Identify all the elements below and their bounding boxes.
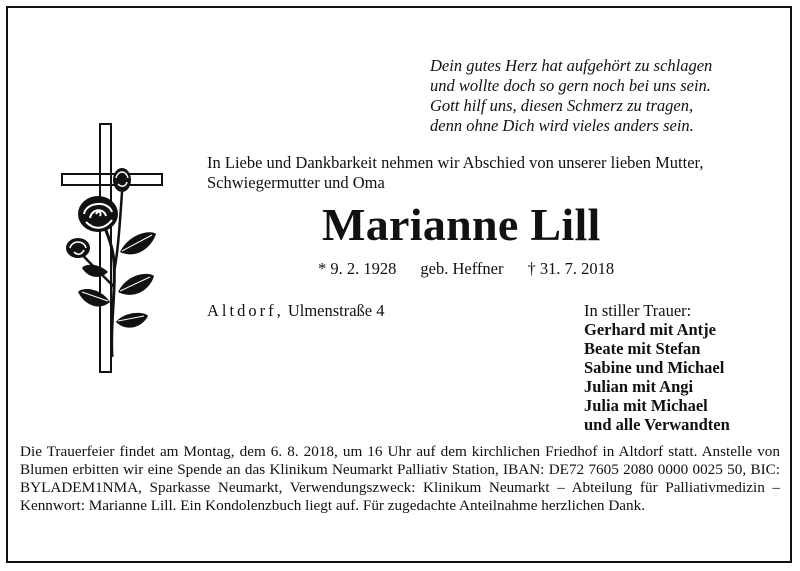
mourner-name: Julia mit Michael xyxy=(584,396,708,415)
mourner-name: Beate mit Stefan xyxy=(584,339,701,358)
mourners-block xyxy=(584,301,730,434)
intro-line: Schwiegermutter und Oma xyxy=(207,173,385,192)
cross-with-roses-icon xyxy=(60,122,166,374)
deceased-name: Marianne Lill xyxy=(322,199,601,250)
poem-line: Dein gutes Herz hat aufgehört zu schlagen xyxy=(430,56,713,75)
mourner-name: und alle Verwandten xyxy=(584,415,730,434)
address xyxy=(207,301,385,321)
maiden-name: geb. Heffner xyxy=(420,259,504,278)
funeral-info: Die Trauerfeier findet am Montag, dem 6. 8. 2018, um 16 Uhr auf dem kirchlichen Friedhof in Altdorf statt. Anstelle von Blumen erbitten wir eine Spende an das Klinikum Neumarkt Palliativ Station, IBAN: DE72 7605 2080 0000 0025 50, BIC: BYLADEM1NMA, Sparkasse Neumarkt, Verwendungszweck: Klinikum Neumarkt – Abteilung für Palliativmedizin – Kennwort: Marianne Lill. Ein Kondolenzbuch liegt auf. Für zugedachte Anteilnahme herzlichen Dank. xyxy=(20,443,780,514)
poem-line: Gott hilf uns, diesen Schmerz zu tragen, xyxy=(430,96,694,115)
mourner-name: Gerhard mit Antje xyxy=(584,320,716,339)
intro-line: In Liebe und Dankbarkeit nehmen wir Abschied von unserer lieben Mutter, xyxy=(207,153,704,172)
mourner-name: Julian mit Angi xyxy=(584,377,694,396)
life-dates xyxy=(318,259,614,279)
mourners-list xyxy=(584,320,730,434)
address-town: Altdorf, xyxy=(207,301,284,320)
mourners-heading: In stiller Trauer: xyxy=(584,301,692,320)
mourner-name: Sabine und Michael xyxy=(584,358,725,377)
birth-date: * 9. 2. 1928 xyxy=(318,259,397,278)
death-date: † 31. 7. 2018 xyxy=(527,259,615,278)
poem xyxy=(430,56,712,136)
poem-line: denn ohne Dich wird vieles anders sein. xyxy=(430,116,694,135)
intro-text xyxy=(207,153,767,193)
address-street: Ulmenstraße 4 xyxy=(287,301,385,320)
poem-line: und wollte doch so gern noch bei uns sein. xyxy=(430,76,711,95)
